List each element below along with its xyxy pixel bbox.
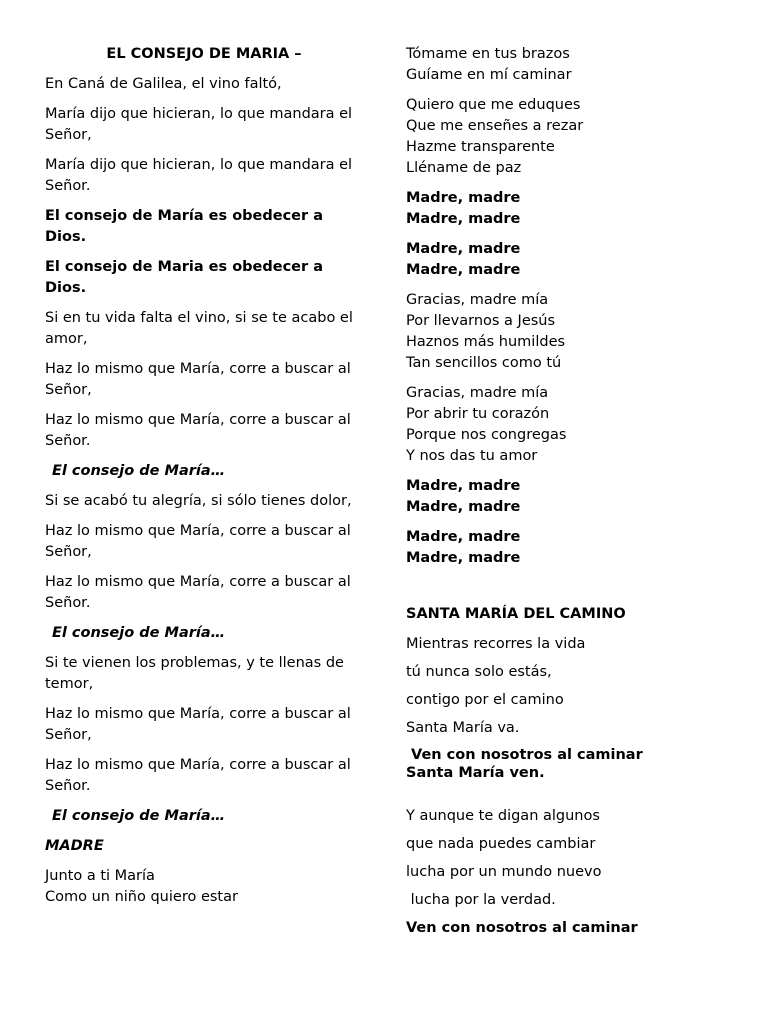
chorus-stanza xyxy=(406,239,736,281)
verse-line: contigo por el camino xyxy=(406,692,564,708)
chorus-line: Madre, madre xyxy=(406,241,521,257)
verse-line: Si te vienen los problemas, y te llenas de temor, xyxy=(45,655,344,692)
verse-line: Si se acabó tu alegría, si sólo tienes dolor, xyxy=(45,493,352,509)
left-column xyxy=(45,44,363,917)
verse-line: Tómame en tus brazos xyxy=(406,46,570,62)
refrain-line: El consejo de María… xyxy=(52,625,226,641)
stanza xyxy=(45,866,363,908)
right-column xyxy=(406,44,736,948)
verse-line: Quiero que me eduques xyxy=(406,97,581,113)
verse-line: Por abrir tu corazón xyxy=(406,406,550,422)
stanza xyxy=(406,95,736,179)
stanza xyxy=(406,290,736,374)
verse-line: En Caná de Galilea, el vino faltó, xyxy=(45,76,282,92)
verse-line: Y aunque te digan algunos xyxy=(406,808,600,824)
verse-line: Haz lo mismo que María, corre a buscar al Señor, xyxy=(45,361,351,398)
chorus-stanza xyxy=(406,188,736,230)
chorus-stanza xyxy=(406,527,736,569)
verse-line: lucha por un mundo nuevo xyxy=(406,864,602,880)
verse-line: Haznos más humildes xyxy=(406,334,566,350)
chorus-line: Madre, madre xyxy=(406,190,521,206)
stanza xyxy=(406,44,736,86)
chorus-line: El consejo de María es obedecer a Dios. xyxy=(45,208,323,245)
verse-line: Hazme transparente xyxy=(406,139,555,155)
verse-line: Haz lo mismo que María, corre a buscar al Señor, xyxy=(45,706,351,743)
song-title: MADRE xyxy=(45,838,104,854)
verse-line: Haz lo mismo que María, corre a buscar al Señor. xyxy=(45,574,351,611)
chorus-stanza xyxy=(406,476,736,518)
verse-line: Junto a ti María xyxy=(45,868,155,884)
verse-line: María dijo que hicieran, lo que mandara el Señor, xyxy=(45,106,353,143)
verse-line: Gracias, madre mía xyxy=(406,385,549,401)
verse-line: Como un niño quiero estar xyxy=(45,889,238,905)
verse-line: Porque nos congregas xyxy=(406,427,567,443)
verse-line: Si en tu vida falta el vino, si se te acabo el amor, xyxy=(45,310,353,347)
song-title: EL CONSEJO DE MARIA – xyxy=(106,46,302,62)
song-title: SANTA MARÍA DEL CAMINO xyxy=(406,606,626,622)
verse-line: Haz lo mismo que María, corre a buscar al Señor. xyxy=(45,412,351,449)
chorus-line: Ven con nosotros al caminar xyxy=(406,920,638,936)
verse-line: Haz lo mismo que María, corre a buscar al Señor, xyxy=(45,523,351,560)
stanza xyxy=(406,383,736,467)
chorus-line: Madre, madre xyxy=(406,550,521,566)
chorus-line: Ven con nosotros al caminar xyxy=(406,747,643,763)
chorus-line: Santa María ven. xyxy=(406,765,545,781)
verse-line: Mientras recorres la vida xyxy=(406,636,586,652)
verse-line: Por llevarnos a Jesús xyxy=(406,313,556,329)
verse-line: que nada puedes cambiar xyxy=(406,836,596,852)
verse-line: tú nunca solo estás, xyxy=(406,664,552,680)
verse-line: Y nos das tu amor xyxy=(406,448,538,464)
chorus-stanza xyxy=(406,746,736,782)
verse-line: Que me enseñes a rezar xyxy=(406,118,584,134)
refrain-line: El consejo de María… xyxy=(52,463,226,479)
verse-line: Haz lo mismo que María, corre a buscar al Señor. xyxy=(45,757,351,794)
verse-line: Guíame en mí caminar xyxy=(406,67,572,83)
verse-line: María dijo que hicieran, lo que mandara el Señor. xyxy=(45,157,353,194)
chorus-line: Madre, madre xyxy=(406,262,521,278)
verse-line: Tan sencillos como tú xyxy=(406,355,562,371)
verse-line: Lléname de paz xyxy=(406,160,522,176)
chorus-line: Madre, madre xyxy=(406,499,521,515)
verse-line: Santa María va. xyxy=(406,720,520,736)
chorus-line: El consejo de Maria es obedecer a Dios. xyxy=(45,259,323,296)
verse-line: lucha por la verdad. xyxy=(406,892,556,908)
verse-line: Gracias, madre mía xyxy=(406,292,549,308)
chorus-line: Madre, madre xyxy=(406,529,521,545)
chorus-line: Madre, madre xyxy=(406,478,521,494)
chorus-line: Madre, madre xyxy=(406,211,521,227)
refrain-line: El consejo de María… xyxy=(52,808,226,824)
